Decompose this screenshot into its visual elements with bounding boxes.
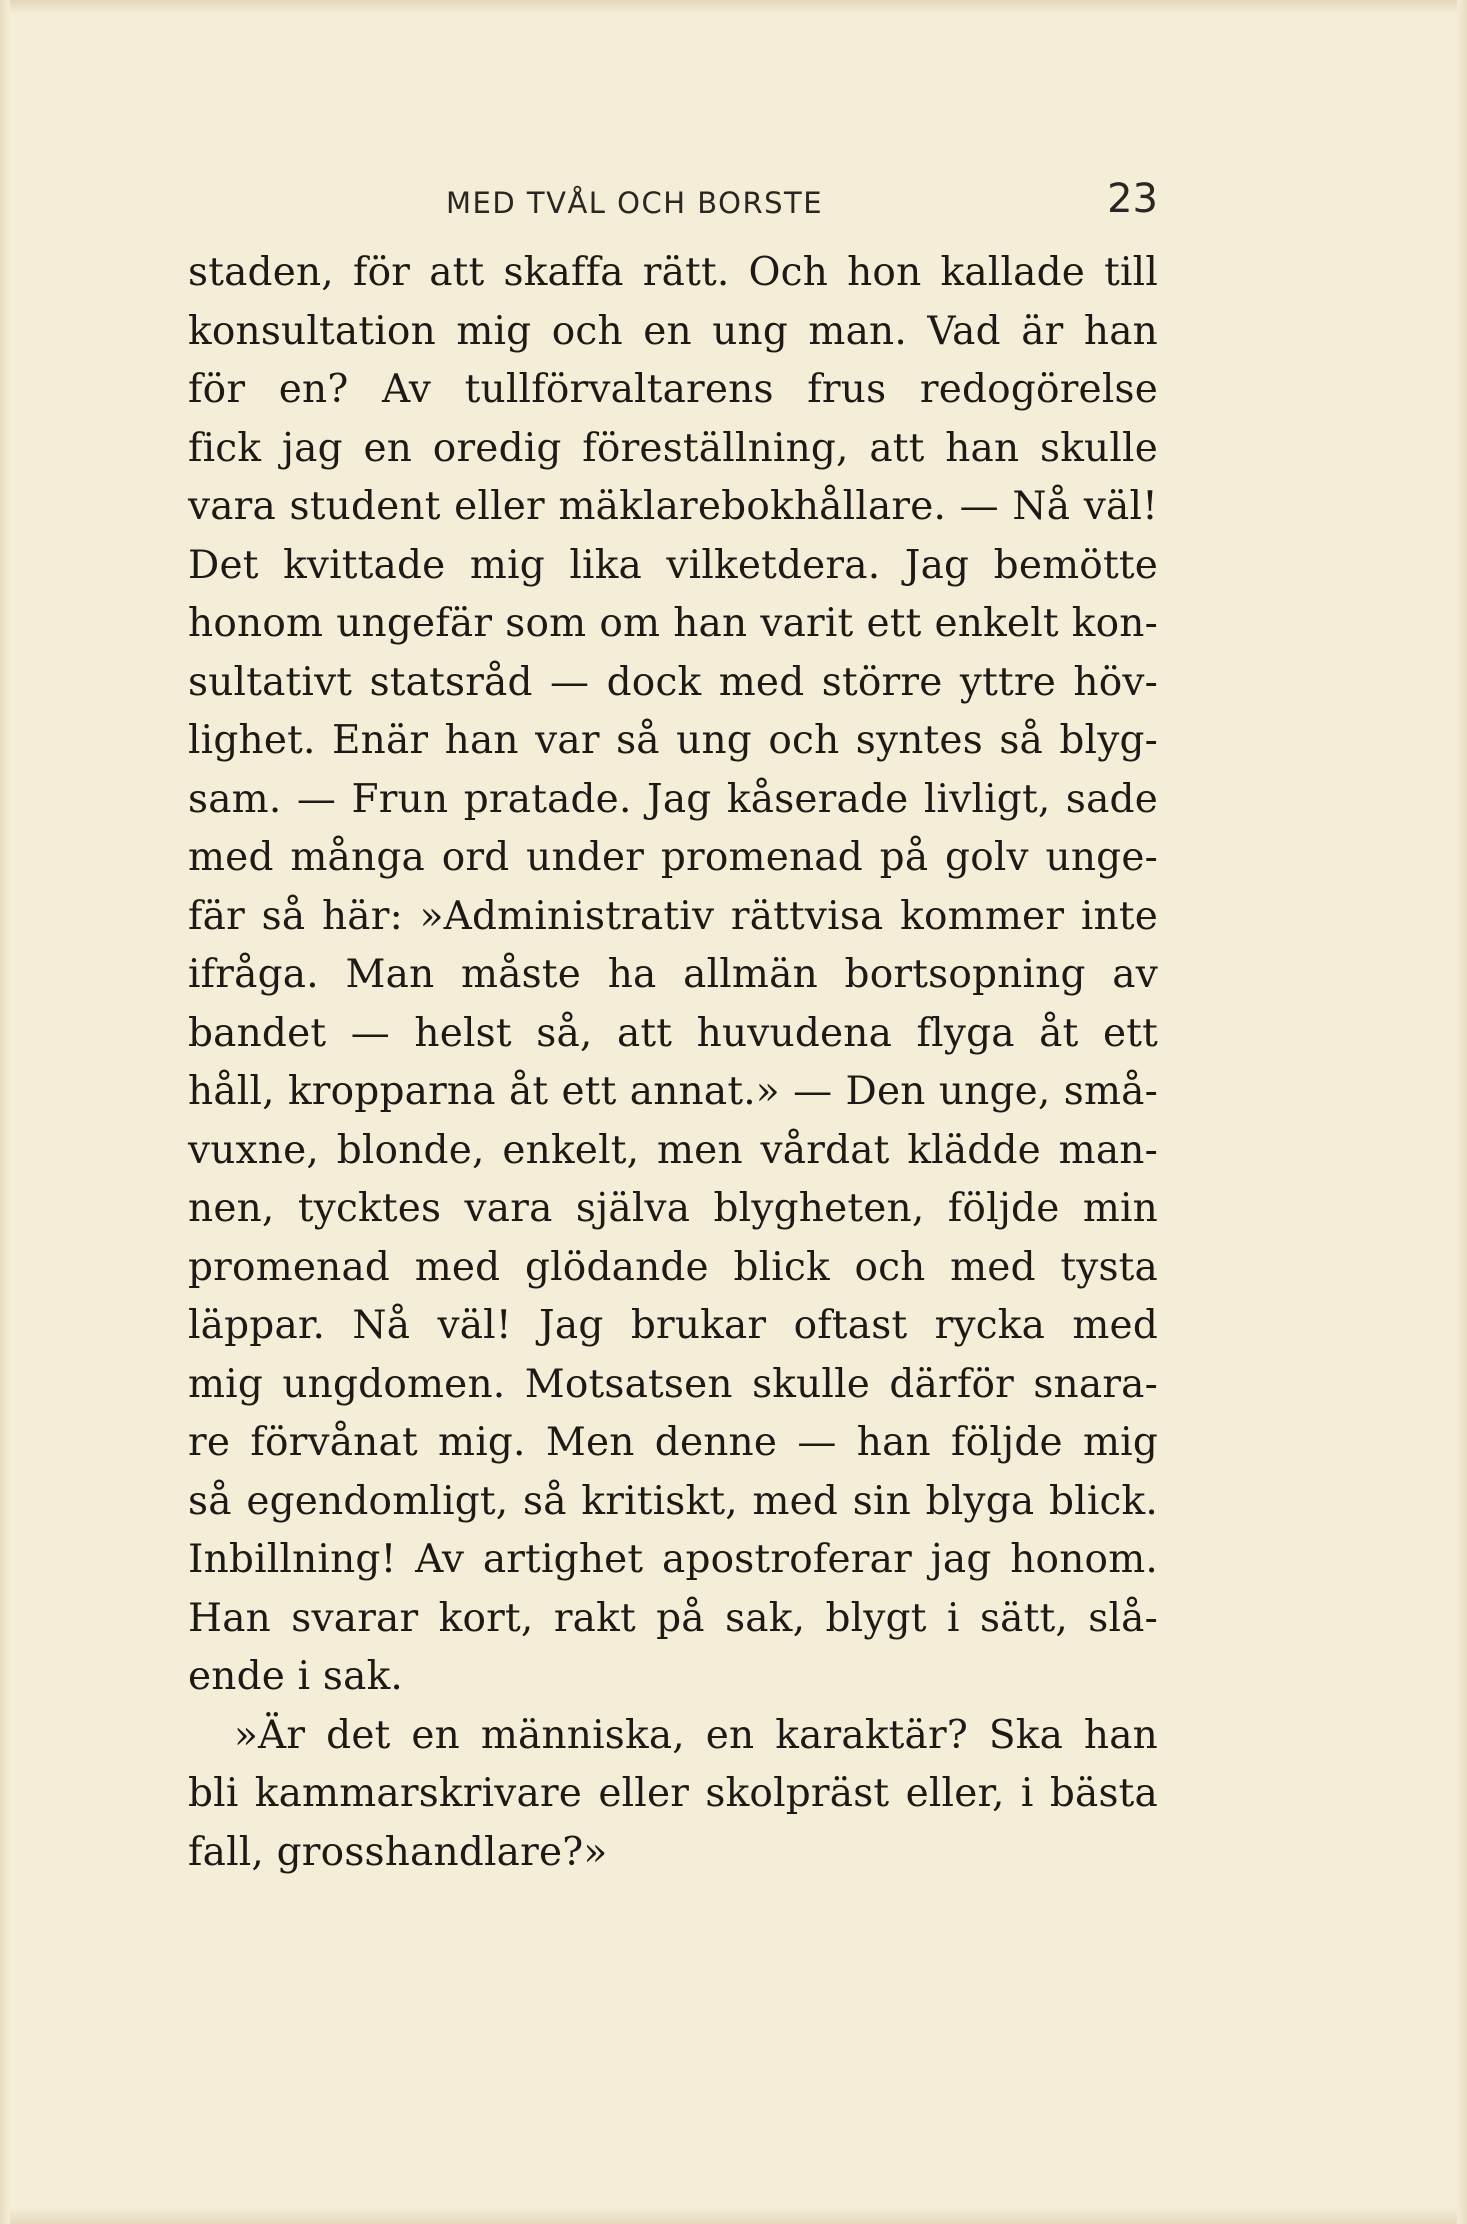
page-edge-top (0, 0, 1467, 14)
text-line: konsultation mig och en ung man. Vad är han (188, 308, 1158, 354)
text-line: promenad med glödande blick och med tysta (188, 1244, 1158, 1290)
text-line: staden, för att skaffa rätt. Och hon kallade till (188, 250, 1158, 295)
text-line: bli kammarskrivare eller skolpräst eller, i bästa (188, 1771, 1158, 1816)
text-line: lighet. Enär han var så ung och syntes så blyg- (188, 718, 1158, 763)
running-head: MED TVÅL OCH BORSTE (446, 186, 824, 220)
text-line: re förvånat mig. Men denne — han följde mig (188, 1420, 1158, 1465)
text-line: Han svarar kort, rakt på sak, blygt i sätt, slå- (188, 1595, 1158, 1641)
text-line: honom ungefär som om han varit ett enkelt kon- (188, 601, 1158, 646)
text-line: Inbillning! Av artighet apostroferar jag honom. (188, 1537, 1158, 1582)
text-line-paragraph-end: fall, grosshandlare?» (188, 1829, 608, 1875)
text-line: för en? Av tullförvaltarens frus redogörelse (188, 367, 1158, 412)
page-number: 23 (1107, 176, 1158, 222)
page-edge-right (1457, 0, 1467, 2224)
text-line-paragraph-start: »Är det en människa, en karaktär? Ska han (234, 1712, 1158, 1758)
text-line: fick jag en oredig föreställning, att han skulle (188, 425, 1158, 471)
page-edge-left (0, 0, 10, 2224)
text-line: vara student eller mäklarebokhållare. — Nå väl! (188, 484, 1158, 529)
text-line: läppar. Nå väl! Jag brukar oftast rycka med (188, 1303, 1158, 1348)
text-line: fär så här: »Administrativ rättvisa kommer inte (188, 893, 1158, 939)
page-edge-bottom (0, 2208, 1467, 2224)
text-line: nen, tycktes vara själva blygheten, följde min (188, 1186, 1158, 1231)
text-line: sultativt statsråd — dock med större yttre höv- (188, 659, 1158, 705)
text-line: med många ord under promenad på golv unge- (188, 835, 1158, 880)
text-line: Det kvittade mig lika vilketdera. Jag bemötte (188, 542, 1158, 588)
text-line: bandet — helst så, att huvudena flyga åt ett (188, 1010, 1158, 1056)
text-line: ifråga. Man måste ha allmän bortsopning av (188, 952, 1158, 997)
text-line-paragraph-end: ende i sak. (188, 1654, 404, 1699)
body-text (188, 244, 1158, 1882)
page-header (188, 176, 1188, 232)
text-line: så egendomligt, så kritiskt, med sin blyga blick. (188, 1478, 1158, 1524)
text-line: håll, kropparna åt ett annat.» — Den unge, små- (188, 1069, 1158, 1114)
text-line: vuxne, blonde, enkelt, men vårdat klädde man- (188, 1127, 1158, 1173)
text-line: mig ungdomen. Motsatsen skulle därför snara- (188, 1361, 1158, 1407)
text-line: sam. — Frun pratade. Jag kåserade livligt, sade (188, 776, 1158, 822)
